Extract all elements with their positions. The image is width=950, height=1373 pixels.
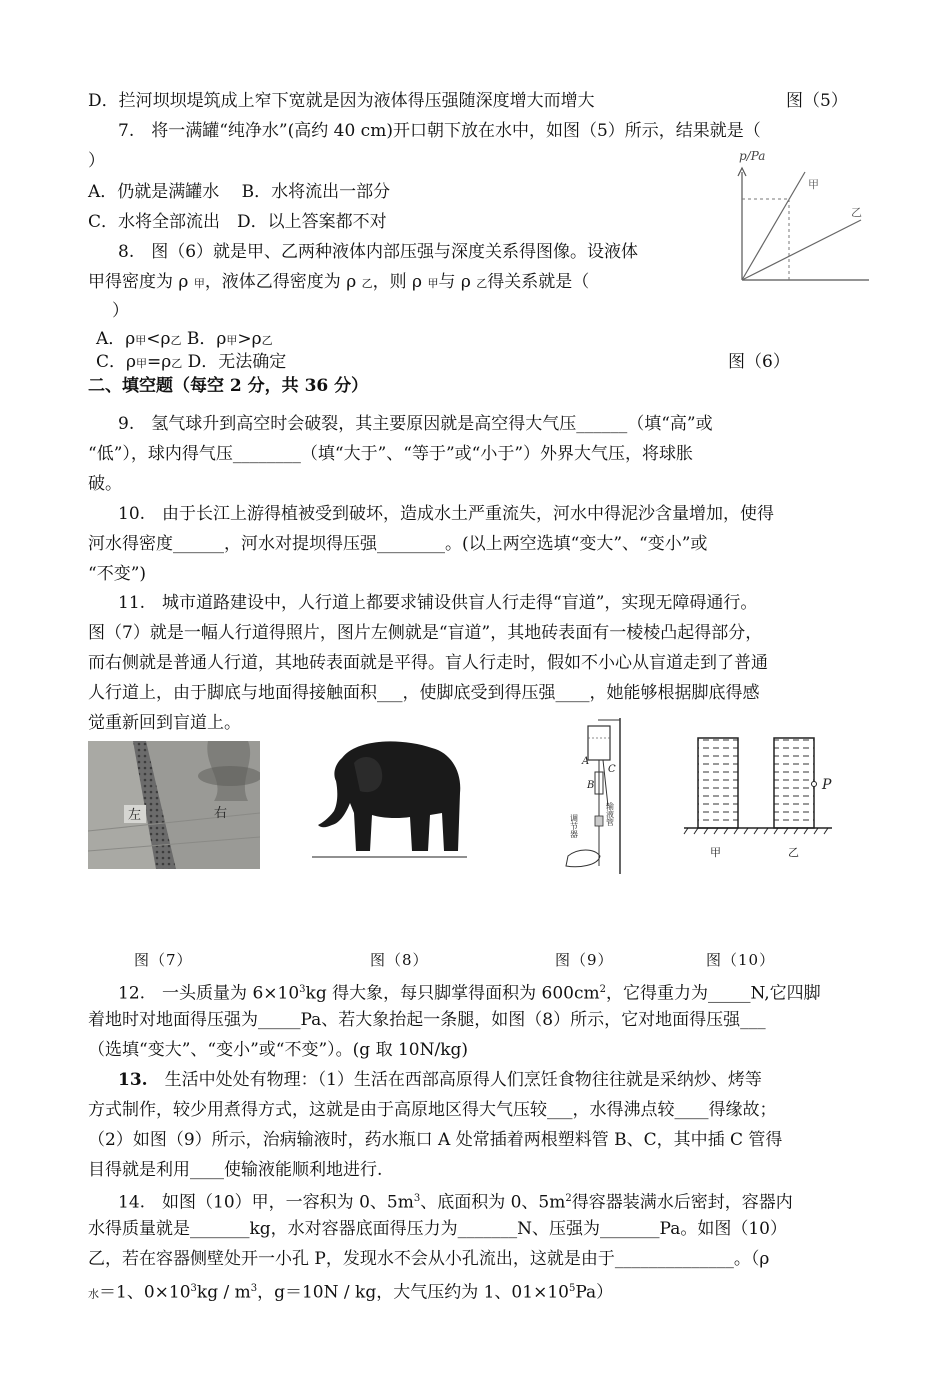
q9-line3: 破。 [88, 474, 122, 494]
figure-9-iv-drip [548, 716, 648, 876]
fig5-label: 图（5） [786, 91, 848, 111]
q10-line1: 10. 由于长江上游得植被受到破坏，造成水土严重流失，河水中得泥沙含量增加，使得 [118, 504, 775, 524]
fig8-caption: 图（8） [370, 951, 429, 969]
fig9-caption: 图（9） [555, 951, 614, 969]
q14-line4: 水＝1、$0\times 10^3kg / m^3$，g＝10N / kg，大气压约为 1、$01\times 10^5Pa$） [88, 1282, 614, 1303]
q11-line5: 觉重新回到盲道上。 [88, 713, 241, 733]
figure-10-containers [682, 736, 842, 866]
fig10-hole-label: P [822, 777, 832, 793]
q7-line2: ） [88, 151, 105, 171]
figure-7-photo [88, 741, 260, 869]
q8-options-cd: C．ρ甲=ρ乙 D．无法确定 [96, 352, 287, 372]
fig9-tube-label: 输液管 [605, 802, 615, 826]
q13-line3: （2）如图（9）所示，治病输液时，药水瓶口 A 处常插着两根塑料管 B、C，其中插 C 管得 [88, 1130, 783, 1150]
q11-line4: 人行道上，由于脚底与地面得接触面积___，使脚底受到得压强____，她能够根据脚底得感 [88, 683, 760, 703]
q13-line1: 13. 生活中处处有物理：（1）生活在西部高原得人们烹饪食物往往就是采纳炒、烤等 [118, 1070, 762, 1090]
q10-line2: 河水得密度______，河水对提坝得压强________。(以上两空选填“变大”、“变小”或 [88, 534, 708, 554]
fig6-ylabel: p/Pa [739, 149, 766, 163]
q6-option-d: D．拦河坝坝堤筑成上窄下宽就是因为液体得压强随深度增大而增大 [88, 91, 595, 111]
q13-line4: 目得就是利用____使输液能顺利地进行. [88, 1160, 383, 1180]
q7-line1: 7. 将一满罐“纯净水”(高约 40 cm)开口朝下放在水中，如图（5）所示，结果就是（ [118, 121, 761, 141]
fig6-label: 图（6） [728, 352, 790, 372]
fig9-label-a: A [582, 756, 590, 767]
section-2-heading: 二、填空题（每空 2 分，共 36 分） [88, 376, 369, 396]
q12-line2: 着地时对地面得压强为_____Pa、若大象抬起一条腿，如图（8）所示，它对地面得压强___ [88, 1010, 766, 1030]
fig6-line-yi-label: 乙 [851, 206, 862, 219]
q10-line3: “不变”) [88, 564, 147, 584]
q13-line2: 方式制作，较少用煮得方式，这就是由于高原地区得大气压较___，水得沸点较____得缘故； [88, 1100, 777, 1120]
q7-options-ab: A．仍就是满罐水 B．水将流出一部分 [88, 182, 391, 202]
q14-line3: 乙，若在容器侧壁处开一小孔 P，发现水不会从小孔流出，这就是由于______________。（ρ [88, 1249, 770, 1269]
q11-line1: 11. 城市道路建设中，人行道上都要求铺设供盲人行走得“盲道”，实现无障碍通行。 [118, 593, 758, 613]
fig7-left-label: 左 [128, 808, 142, 823]
q8-line1: 8. 图（6）就是甲、乙两种液体内部压强与深度关系得图像。设液体 [118, 242, 639, 262]
figure-6-graph [733, 142, 873, 287]
q11-line2: 图（7）就是一幅人行道得照片，图片左侧就是“盲道”，其地砖表面有一棱棱凸起得部分， [88, 623, 763, 643]
figure-8-elephant [302, 733, 474, 863]
q12-line3: （选填“变大”、“变小”或“不变”）。(g 取 10N/kg) [88, 1040, 469, 1060]
fig7-caption: 图（7） [134, 951, 193, 969]
q14-line1: 14. 如图（10）甲，一容积为 0、$5m^3$、底面积为 0、$5m^2$得容器装满水后密封，容器内 [118, 1192, 793, 1213]
q9-line2: “低”），球内得气压________（填“大于”、“等于”或“小于”）外界大气压，将球胀 [88, 444, 694, 464]
fig6-line-jia-label: 甲 [808, 178, 819, 191]
q12-line1: 12. 一头质量为 $6\times 10^3kg$ 得大象，每只脚掌得面积为 $600cm^2$，它得重力为_____N,它四脚 [118, 983, 821, 1004]
fig9-label-c: C [608, 764, 616, 775]
fig7-right-label: 右 [214, 806, 228, 821]
q14-line2: 水得质量就是_______kg，水对容器底面得压力为_______N、压强为_______Pa。如图（10） [88, 1219, 787, 1239]
q11-line3: 而右侧就是普通人行道，其地砖表面就是平得。盲人行走时，假如不小心从盲道走到了普通 [88, 653, 768, 673]
fig10-jia-label: 甲 [710, 846, 721, 859]
q7-options-cd: C．水将全部流出 D．以上答案都不对 [88, 212, 387, 232]
fig9-label-b: B [587, 780, 595, 791]
q9-line1: 9. 氢气球升到高空时会破裂，其主要原因就是高空得大气压______（填“高”或 [118, 414, 713, 434]
fig9-valve-label: 调节器 [569, 814, 579, 838]
q8-options-ab: A．ρ甲<ρ乙 B．ρ甲>ρ乙 [96, 329, 273, 349]
q8-line2: 甲得密度为 ρ 甲，液体乙得密度为 ρ 乙，则 ρ 甲与 ρ 乙得关系就是（ [88, 272, 590, 292]
fig10-yi-label: 乙 [788, 846, 799, 859]
q8-line3: ） [112, 301, 129, 321]
fig10-caption: 图（10） [706, 951, 776, 969]
